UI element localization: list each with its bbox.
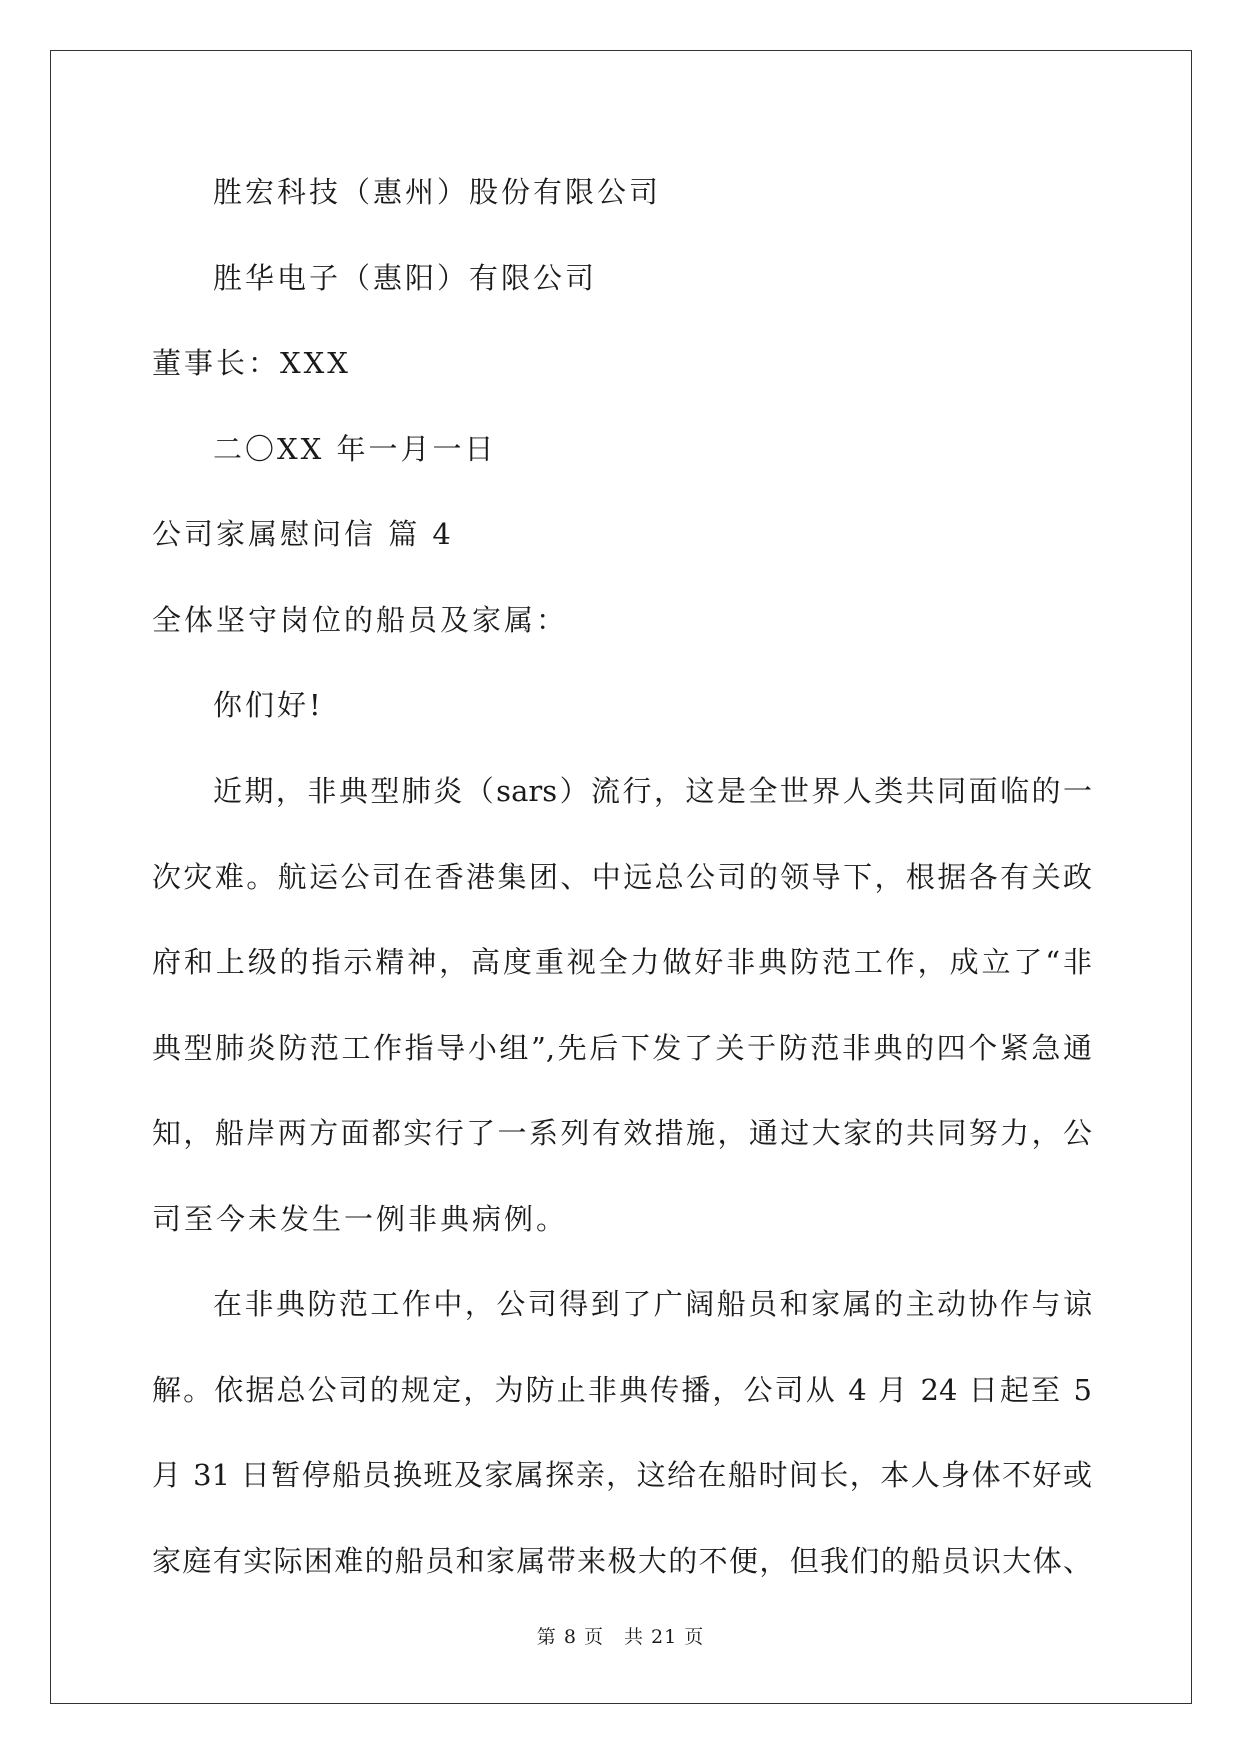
date-line: 二〇XX 年一月一日 [213,432,497,466]
salutation: 全体坚守岗位的船员及家属： [152,603,569,637]
paragraph-line: 知，船岸两方面都实行了一系列有效措施，通过大家的共同努力，公 [152,1116,1092,1150]
company-name-line: 胜宏科技（惠州）股份有限公司 [213,175,662,209]
page-number-footer: 第 8 页 共 21 页 [536,1626,705,1648]
paragraph-line: 典型肺炎防范工作指导小组”,先后下发了关于防范非典的四个紧急通 [152,1031,1092,1065]
greeting: 你们好! [213,688,324,722]
paragraph-line: 次灾难。航运公司在香港集团、中远总公司的领导下，根据各有关政 [152,860,1092,894]
paragraph-line: 月 31 日暂停船员换班及家属探亲，这给在船时间长，本人身体不好或 [152,1458,1092,1492]
paragraph-line: 近期，非典型肺炎（sars）流行，这是全世界人类共同面临的一 [213,774,1092,808]
chairman-signature-line: 董事长：XXX [152,346,351,380]
paragraph-line: 解。依据总公司的规定，为防止非典传播，公司从 4 月 24 日起至 5 [152,1373,1092,1407]
paragraph-line: 府和上级的指示精神，高度重视全力做好非典防范工作，成立了“非 [152,945,1092,979]
company-name-line: 胜华电子（惠阳）有限公司 [213,261,598,295]
section-title: 公司家属慰问信 篇 4 [152,517,454,551]
paragraph-line: 家庭有实际困难的船员和家属带来极大的不便，但我们的船员识大体、 [152,1544,1092,1578]
paragraph-line: 司至今未发生一例非典病例。 [152,1202,569,1236]
paragraph-line: 在非典防范工作中，公司得到了广阔船员和家属的主动协作与谅 [213,1287,1092,1321]
